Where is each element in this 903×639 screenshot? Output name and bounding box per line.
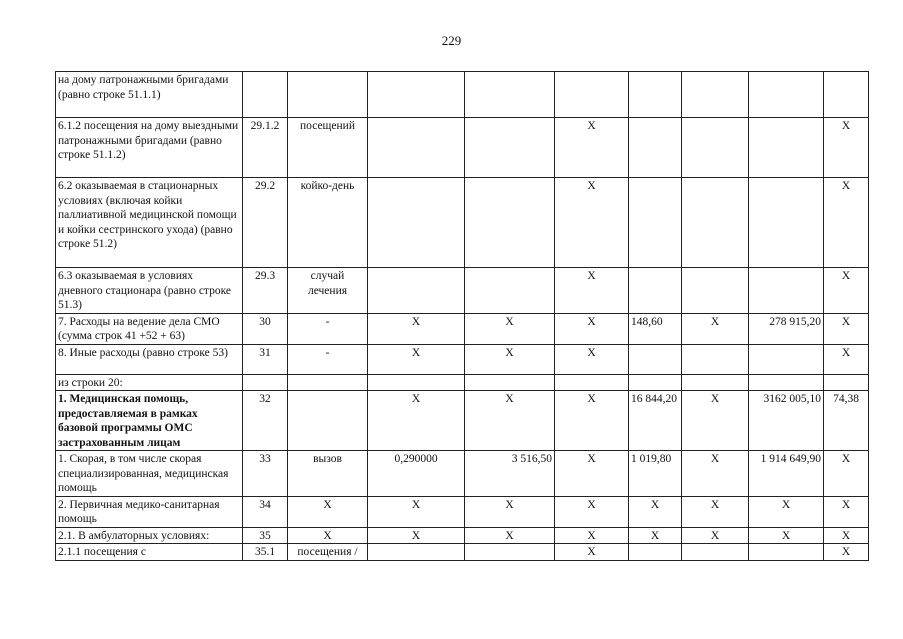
row-col10-cell: 74,38 <box>824 391 869 451</box>
row-col8-cell: X <box>682 313 749 344</box>
row-col7-cell: X <box>629 527 682 544</box>
row-unit-cell <box>288 374 368 391</box>
row-col9-cell: 1 914 649,90 <box>749 451 824 497</box>
row-volume-cell <box>368 178 465 268</box>
row-col8-cell <box>682 374 749 391</box>
table-row <box>56 527 869 544</box>
row-cost-cell: X <box>465 496 555 527</box>
page-number: 229 <box>441 33 462 48</box>
row-col8-cell <box>682 72 749 118</box>
row-col7-cell <box>629 72 682 118</box>
row-unit-cell: X <box>288 527 368 544</box>
row-name-cell: 6.3 оказываемая в условиях дневного стационара (равно строке 51.3) <box>56 268 243 314</box>
row-col10-cell: X <box>824 527 869 544</box>
row-volume-cell: X <box>368 313 465 344</box>
row-code-cell <box>243 72 288 118</box>
row-name-cell: 6.2 оказываемая в стационарных условиях (включая койки паллиативной медицинской помощи и койки сестринского ухода) (равно строке 51.2) <box>56 178 243 268</box>
row-col10-cell: X <box>824 451 869 497</box>
row-unit-cell: койко-день <box>288 178 368 268</box>
row-col6-cell: X <box>555 313 629 344</box>
row-col7-cell: 148,60 <box>629 313 682 344</box>
row-volume-cell <box>368 374 465 391</box>
row-col7-cell: 16 844,20 <box>629 391 682 451</box>
row-col10-cell <box>824 72 869 118</box>
row-col9-cell <box>749 178 824 268</box>
row-col6-cell: X <box>555 178 629 268</box>
row-cost-cell <box>465 72 555 118</box>
row-col7-cell <box>629 268 682 314</box>
row-volume-cell: X <box>368 344 465 374</box>
row-code-cell: 34 <box>243 496 288 527</box>
row-col9-cell <box>749 118 824 178</box>
row-name-cell: 2.1.1 посещения с <box>56 544 243 561</box>
row-name-cell: из строки 20: <box>56 374 243 391</box>
table-row <box>56 496 869 527</box>
row-name-cell: 2. Первичная медико-санитарная помощь <box>56 496 243 527</box>
row-code-cell: 35 <box>243 527 288 544</box>
row-name-cell: на дому патронажными бригадами (равно строке 51.1.1) <box>56 72 243 118</box>
row-code-cell: 29.2 <box>243 178 288 268</box>
row-volume-cell: 0,290000 <box>368 451 465 497</box>
row-col7-cell <box>629 178 682 268</box>
row-name-cell: 8. Иные расходы (равно строке 53) <box>56 344 243 374</box>
row-volume-cell: X <box>368 496 465 527</box>
row-volume-cell <box>368 268 465 314</box>
row-code-cell: 31 <box>243 344 288 374</box>
row-col7-cell: 1 019,80 <box>629 451 682 497</box>
row-col10-cell: X <box>824 544 869 561</box>
row-cost-cell <box>465 544 555 561</box>
row-col9-cell <box>749 544 824 561</box>
row-cost-cell: X <box>465 527 555 544</box>
row-unit-cell: - <box>288 344 368 374</box>
row-col7-cell: X <box>629 496 682 527</box>
row-col9-cell <box>749 374 824 391</box>
row-col10-cell: X <box>824 496 869 527</box>
row-volume-cell <box>368 544 465 561</box>
row-col7-cell <box>629 344 682 374</box>
row-col9-cell: X <box>749 496 824 527</box>
row-volume-cell <box>368 118 465 178</box>
row-col8-cell <box>682 268 749 314</box>
row-cost-cell: X <box>465 391 555 451</box>
row-col6-cell <box>555 374 629 391</box>
row-cost-cell: 3 516,50 <box>465 451 555 497</box>
row-col10-cell: X <box>824 344 869 374</box>
row-unit-cell: случай лечения <box>288 268 368 314</box>
row-name-cell: 1. Скорая, в том числе скорая специализированная, медицинская помощь <box>56 451 243 497</box>
row-volume-cell <box>368 72 465 118</box>
row-name-cell: 2.1. В амбулаторных условиях: <box>56 527 243 544</box>
table-row <box>56 178 869 268</box>
row-name-cell: 7. Расходы на ведение дела СМО (сумма строк 41 +52 + 63) <box>56 313 243 344</box>
table-row <box>56 451 869 497</box>
row-unit-cell <box>288 72 368 118</box>
row-col6-cell: X <box>555 451 629 497</box>
row-col6-cell: X <box>555 344 629 374</box>
row-col10-cell: X <box>824 313 869 344</box>
table-row <box>56 72 869 118</box>
row-cost-cell <box>465 268 555 314</box>
row-col9-cell <box>749 268 824 314</box>
table-row <box>56 344 869 374</box>
table-row <box>56 374 869 391</box>
row-name-cell: 1. Медицинская помощь, предоставляемая в рамках базовой программы ОМС застрахованным лицам <box>56 391 243 451</box>
row-col10-cell: X <box>824 268 869 314</box>
row-code-cell: 35.1 <box>243 544 288 561</box>
row-unit-cell <box>288 391 368 451</box>
row-code-cell: 33 <box>243 451 288 497</box>
row-col7-cell <box>629 374 682 391</box>
row-col9-cell: 3162 005,10 <box>749 391 824 451</box>
row-col10-cell <box>824 374 869 391</box>
table-row <box>56 118 869 178</box>
table-row <box>56 268 869 314</box>
row-code-cell: 32 <box>243 391 288 451</box>
row-col9-cell: X <box>749 527 824 544</box>
row-code-cell <box>243 374 288 391</box>
row-volume-cell: X <box>368 391 465 451</box>
row-code-cell: 29.3 <box>243 268 288 314</box>
row-col6-cell: X <box>555 391 629 451</box>
table-row <box>56 391 869 451</box>
row-col7-cell <box>629 544 682 561</box>
row-col8-cell: X <box>682 527 749 544</box>
row-col8-cell <box>682 544 749 561</box>
row-col9-cell <box>749 72 824 118</box>
row-code-cell: 30 <box>243 313 288 344</box>
row-col8-cell: X <box>682 496 749 527</box>
row-unit-cell: посещения / <box>288 544 368 561</box>
row-code-cell: 29.1.2 <box>243 118 288 178</box>
row-volume-cell: X <box>368 527 465 544</box>
row-unit-cell: вызов <box>288 451 368 497</box>
row-col9-cell <box>749 344 824 374</box>
row-col8-cell <box>682 178 749 268</box>
row-col9-cell: 278 915,20 <box>749 313 824 344</box>
row-col6-cell <box>555 72 629 118</box>
row-cost-cell: X <box>465 344 555 374</box>
row-col10-cell: X <box>824 178 869 268</box>
row-col6-cell: X <box>555 118 629 178</box>
row-unit-cell: посещений <box>288 118 368 178</box>
row-col6-cell: X <box>555 527 629 544</box>
financial-table <box>55 71 869 561</box>
row-col8-cell: X <box>682 391 749 451</box>
row-col8-cell: X <box>682 451 749 497</box>
row-cost-cell: X <box>465 313 555 344</box>
row-col6-cell: X <box>555 496 629 527</box>
row-unit-cell: X <box>288 496 368 527</box>
row-col7-cell <box>629 118 682 178</box>
row-unit-cell: - <box>288 313 368 344</box>
table-row <box>56 544 869 561</box>
row-col6-cell: X <box>555 268 629 314</box>
row-col6-cell: X <box>555 544 629 561</box>
row-col8-cell <box>682 118 749 178</box>
row-col10-cell: X <box>824 118 869 178</box>
row-col8-cell <box>682 344 749 374</box>
row-name-cell: 6.1.2 посещения на дому выездными патронажными бригадами (равно строке 51.1.2) <box>56 118 243 178</box>
row-cost-cell <box>465 178 555 268</box>
row-cost-cell <box>465 374 555 391</box>
table-row <box>56 313 869 344</box>
row-cost-cell <box>465 118 555 178</box>
